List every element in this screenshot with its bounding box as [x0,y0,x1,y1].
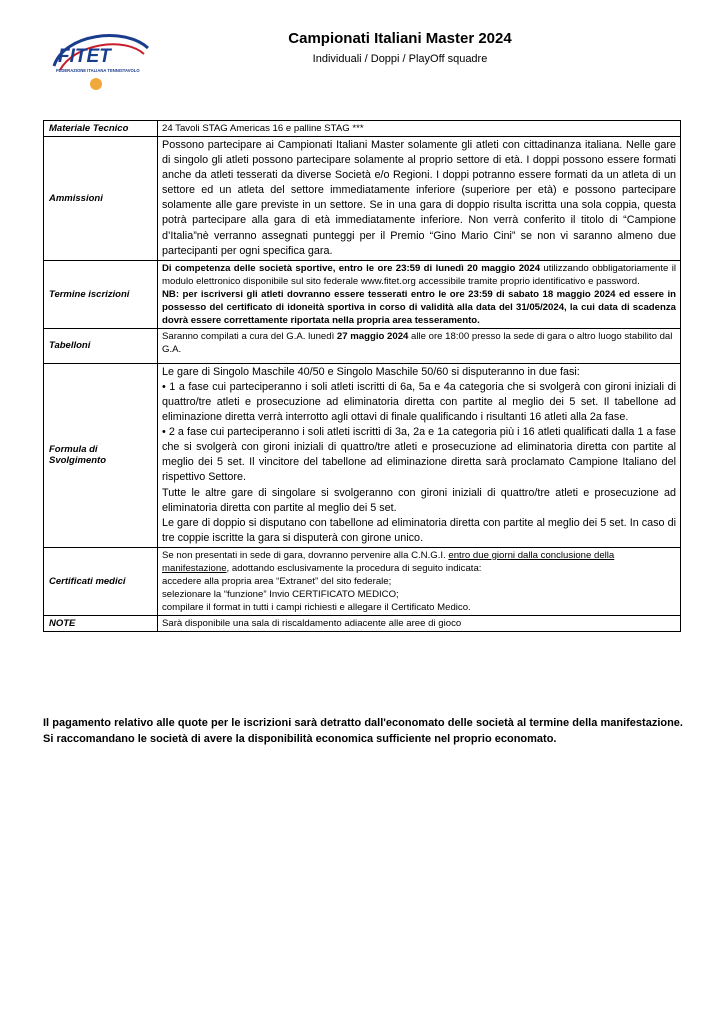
row-certificati [44,547,681,615]
certificati-text-2: , adottando esclusivamente la procedura di seguito indicata: [226,562,482,574]
formula-paragraph: • 2 a fase cui parteciperanno i soli atleti iscritti di 3a, 2a e 1a categoria più i 16 atleti qualificati dalla 1 a fase che si svolgerà con gironi iniziali di quattro/tre atleti e prosecuzione ad eliminatoria diretta con partite al meglio dei 5 set. Il vincitore del tabellone ad eliminazione diretta sarà proclamato Campione Italiano del rispettivo Settore. [162,426,676,484]
row-ammissioni [44,137,681,261]
certificati-step: selezionare la “funzione” Invio CERTIFICATO MEDICO; [162,588,399,600]
formula-paragraph: Le gare di Singolo Maschile 40/50 e Singolo Maschile 50/60 si disputeranno in due fasi: [162,365,580,378]
logo-subtext: FEDERAZIONE ITALIANA TENNISTAVOLO [56,68,140,73]
termine-text: utilizzando obbligatoriamente il modulo elettronico disponibile sul sito federale www.fitet.org accessibile tramite proprio identificativo e password. [162,262,677,287]
page-title: Campionati Italiani Master 2024 [288,30,512,47]
label-ammissioni: Ammissioni [44,137,158,261]
value-ammissioni: Possono partecipare ai Campionati Italiani Master solamente gli atleti con cittadinanza italiana. Nelle gare di singolo gli atleti possono partecipare solamente al proprio settore di età. I doppi possono essere formati anche da atleti tesserati da diverse Società e/o Regioni. I doppi potranno essere formati da un atleta di un settore ed un atleta del settore immediatamente inferiore (superiore per età) e possono partecipare solamente alle gare previste in un settore. Se in una gara di doppio risulta iscritta una sola coppia, questa potrà partecipare alla gara di età immediatamente inferiore. Non verrà conferito il titolo di “Campione d’Italia”nè verranno assegnati punteggi per il Premio “Gino Mario Cini” se non vi saranno almeno due partecipanti per ogni specifica gara. [158,137,681,261]
certificati-text-1: Se non presentati in sede di gara, dovranno pervenire alla C.N.G.I. [162,549,449,561]
label-formula: Formula di Svolgimento [44,363,158,547]
footer-note: Il pagamento relativo alle quote per le iscrizioni sarà detratto dall'economato delle società al termine della manifestazione. Si raccomandano le società di avere la disponibilità economica sufficiente nel proprio economato. [43,717,683,745]
row-tabelloni [44,328,681,363]
label-termine: Termine iscrizioni [44,260,158,328]
ball-icon [90,78,102,90]
tabelloni-date: 27 maggio 2024 [336,330,409,342]
row-formula [44,363,681,547]
value-certificati [158,547,681,615]
certificati-step: accedere alla propria area “Extranet” del sito federale; [162,575,392,587]
page-subtitle: Individuali / Doppi / PlayOff squadre [312,53,488,65]
value-note: Sarà disponibile una sala di riscaldamento adiacente alle aree di gioco [158,615,681,631]
value-formula [158,363,681,547]
info-table [43,120,681,632]
formula-paragraph: Le gare di doppio si disputano con tabellone ad eliminatoria diretta con partite al meglio dei 5 set. In caso di tre coppie iscritte la gara si disputerà con girone unico. [162,516,676,544]
row-materiale [44,121,681,137]
termine-deadline: Di competenza delle società sportive, entro le ore 23:59 di lunedì 20 maggio 2024 [162,262,541,274]
row-note [44,615,681,631]
tabelloni-text-2: alle ore 18:00 presso la sede di gara o altro luogo stabilito dal G.A. [162,330,673,355]
termine-nb: NB: per iscriversi gli atleti dovranno essere tesserati entro le ore 23:59 di sabato 18 maggio 2024 ed essere in possesso del certificato di idoneità sportiva in corso di validità alla data del 31/05/2024, la cui data di scadenza dovrà essere correttamente riportata nella propria area tesseramento. [162,288,676,326]
value-tabelloni [158,328,681,363]
label-materiale: Materiale Tecnico [44,121,158,137]
formula-paragraph: • 1 a fase cui parteciperanno i soli atleti iscritti di 6a, 5a e 4a categoria che si svolgerà con gironi iniziali di quattro/tre atleti e prosecuzione ad eliminatoria diretta con partite al meglio dei 5 set. Il tabellone ad eliminazione diretta verrà interrotto agli ottavi di finale qualificando i risultanti 16 atleti alla 2a fase. [162,380,676,424]
certificati-deadline: entro due giorni dalla conclusione della manifestazione [162,549,615,574]
value-materiale: 24 Tavoli STAG Americas 16 e palline STAG *** [158,121,681,137]
row-termine [44,260,681,328]
logo-text: FITET [58,46,111,67]
value-termine [158,260,681,328]
fitet-logo [44,26,154,96]
label-note: NOTE [44,615,158,631]
label-certificati: Certificati medici [44,547,158,615]
tabelloni-text-1: Saranno compilati a cura del G.A. lunedì [162,330,337,342]
certificati-step: compilare il format in tutti i campi richiesti e allegare il Certificato Medico. [162,601,471,613]
formula-paragraph: Tutte le altre gare di singolare si svolgeranno con gironi iniziali di quattro/tre atleti e prosecuzione ad eliminatoria diretta con partite al meglio dei 5 set. [162,486,676,514]
label-tabelloni: Tabelloni [44,328,158,363]
